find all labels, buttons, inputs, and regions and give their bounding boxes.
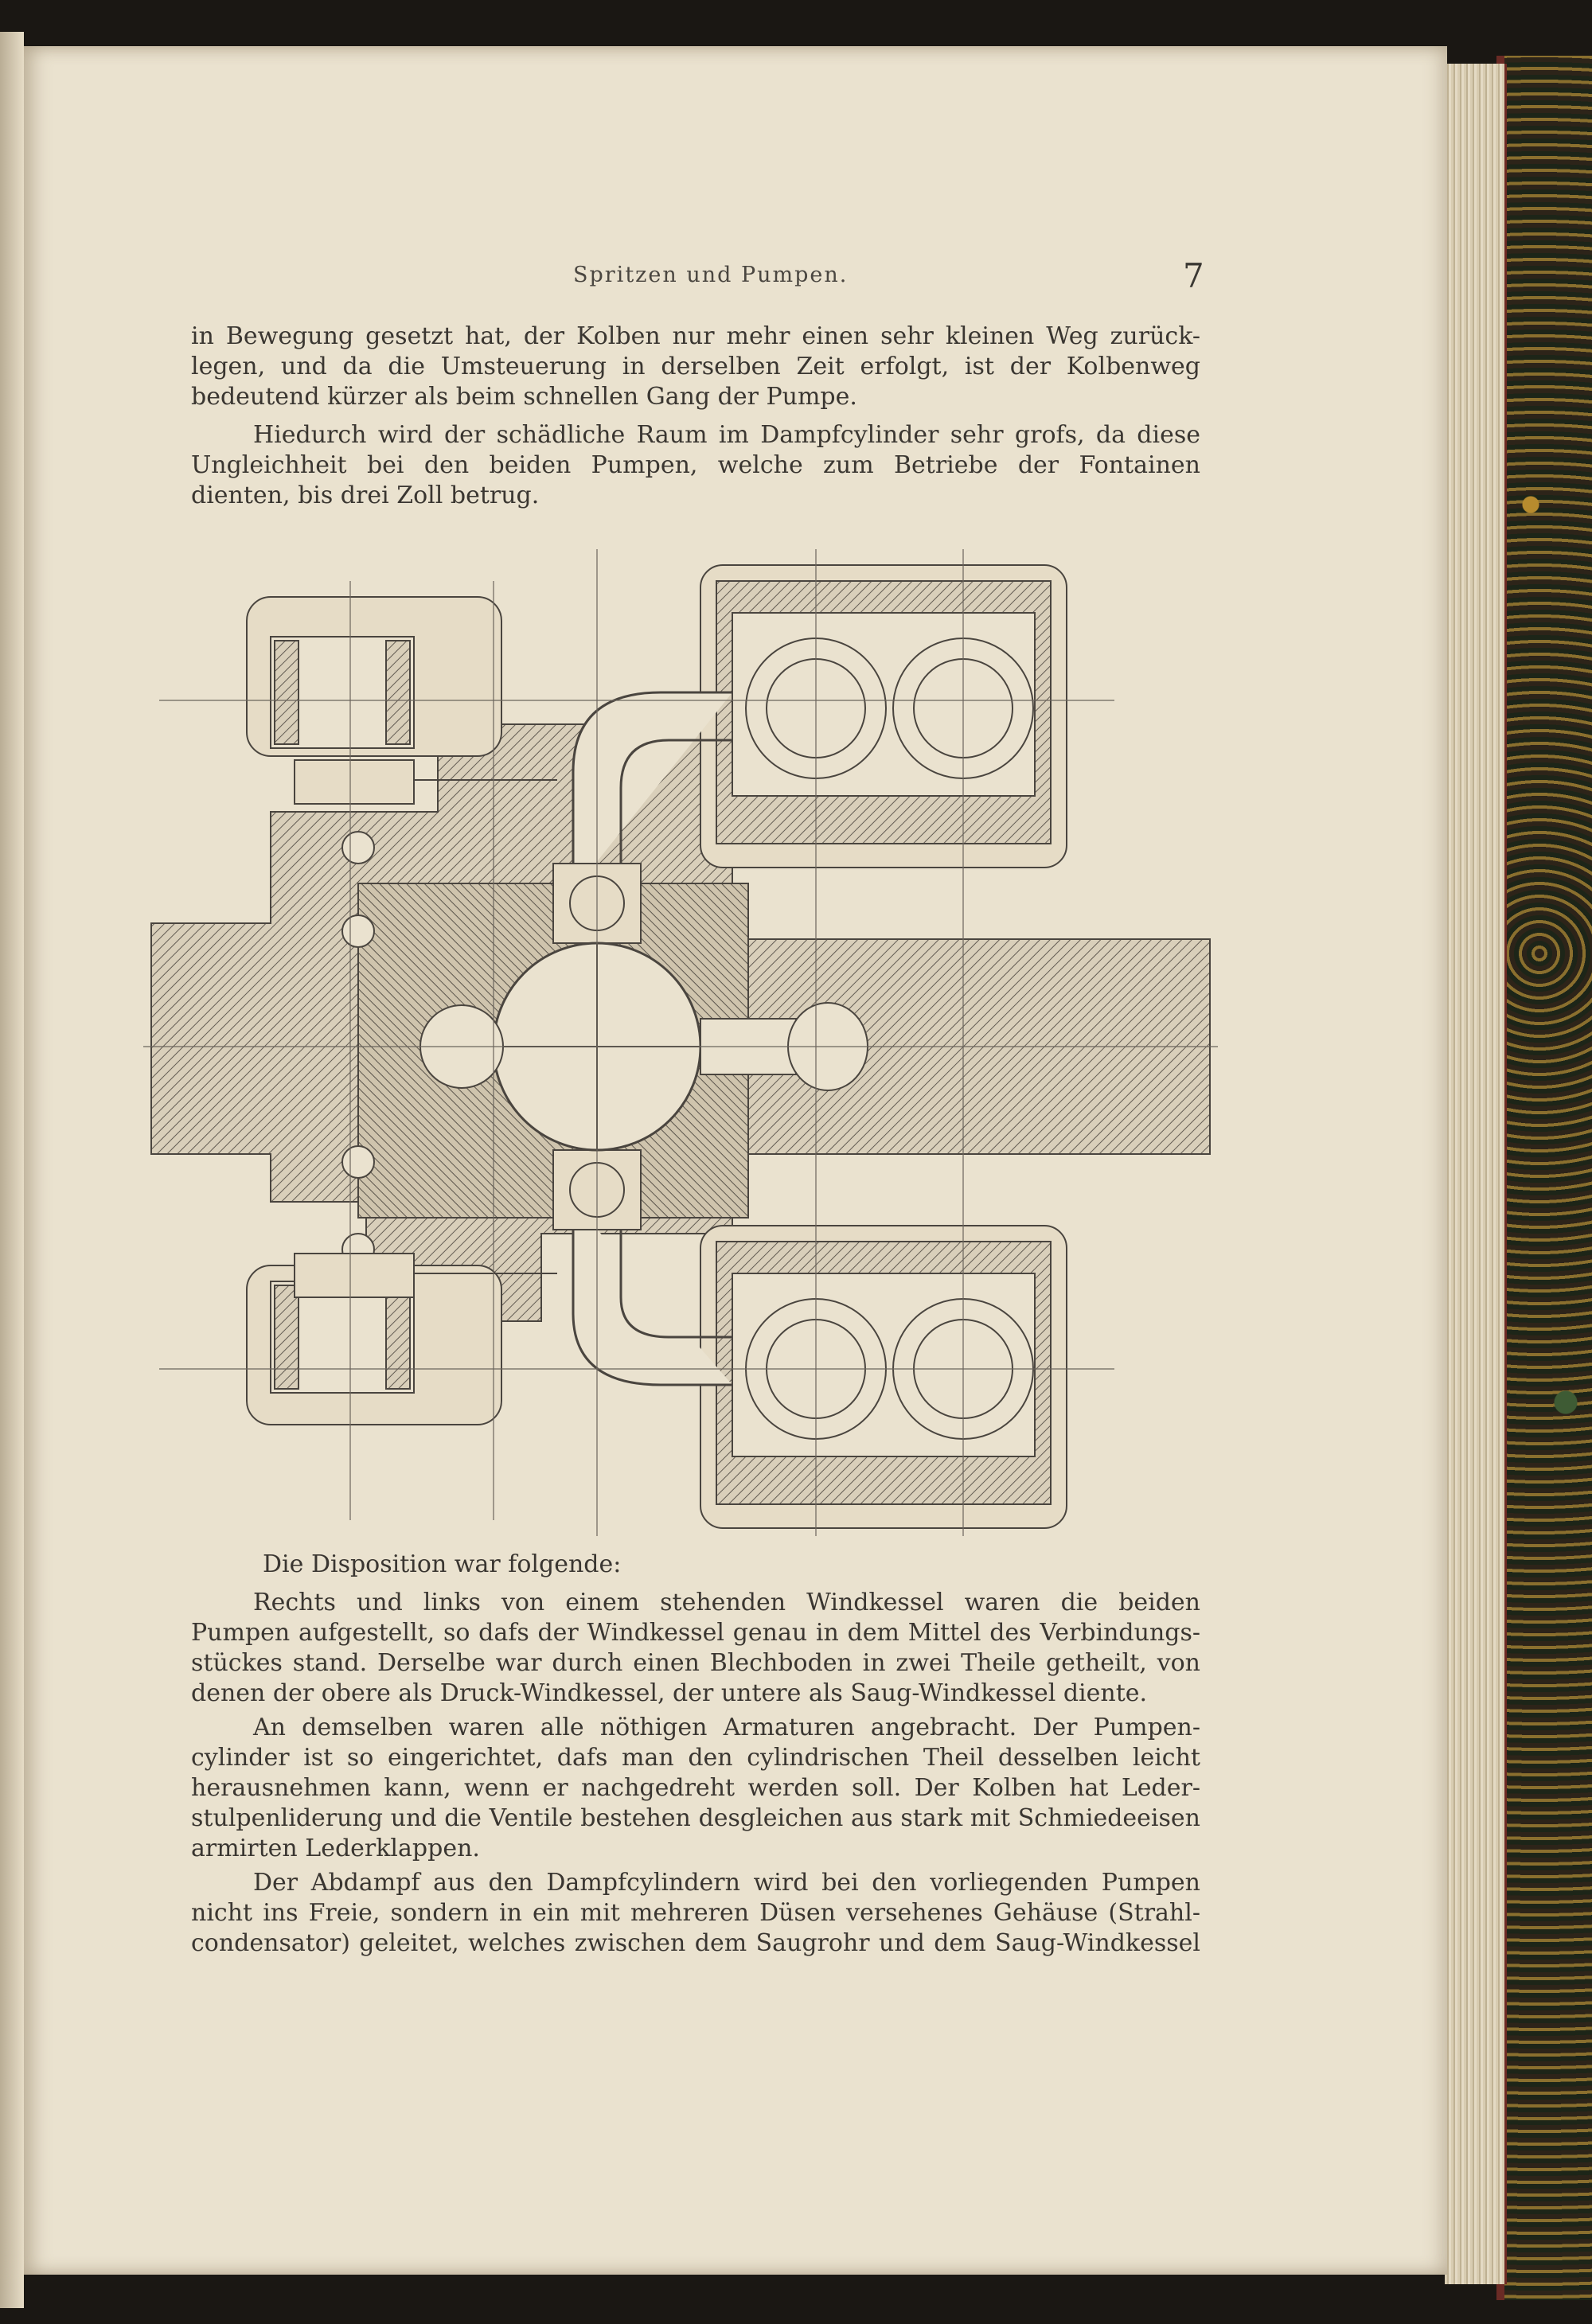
pump-plan-svg	[143, 549, 1226, 1536]
text-line: An demselben waren alle nöthigen Armaturen angebracht. Der Pumpen-	[253, 1714, 1200, 1741]
facing-page-edge	[0, 32, 24, 2308]
text-line: denen der obere als Druck-Windkessel, der untere als Saug-Windkessel diente.	[191, 1679, 1148, 1707]
text-line: in Bewegung gesetzt hat, der Kolben nur mehr einen sehr kleinen Weg zurück-	[191, 322, 1200, 350]
text-line: Pumpen aufgestellt, so dafs der Windkessel genau in dem Mittel des Verbindungs-	[191, 1619, 1200, 1647]
pump-plan-drawing	[143, 549, 1226, 1536]
text-line: condensator) geleitet, welches zwischen dem Saugrohr und dem Saug-Windkessel	[191, 1929, 1200, 1957]
disposition-heading: Die Disposition war folgende:	[263, 1550, 622, 1578]
text-line: nicht ins Freie, sondern in ein mit mehreren Düsen versehenes Gehäuse (Strahl-	[191, 1899, 1200, 1927]
text-line: Hiedurch wird der schädliche Raum im Dampfcylinder sehr grofs, da diese	[253, 421, 1200, 449]
page-number: 7	[1183, 256, 1204, 295]
marbled-cover	[1504, 56, 1592, 2300]
page-block-edges	[1445, 64, 1507, 2284]
text-line: stulpenliderung und die Ventile bestehen desgleichen aus stark mit Schmiedeeisen	[191, 1804, 1200, 1832]
text-line: Der Abdampf aus den Dampfcylindern wird bei den vorliegenden Pumpen	[253, 1869, 1200, 1897]
text-line: stückes stand. Derselbe war durch einen Blechboden in zwei Theile getheilt, von	[191, 1649, 1200, 1677]
text-line: dienten, bis drei Zoll betrug.	[191, 482, 540, 509]
text-line: Rechts und links von einem stehenden Windkessel waren die beiden	[253, 1589, 1200, 1616]
text-line: cylinder ist so eingerichtet, dafs man den cylindrischen Theil desselben leicht	[191, 1744, 1200, 1772]
running-head: Spritzen und Pumpen.	[573, 263, 849, 287]
text-line: legen, und da die Umsteuerung in derselben Zeit erfolgt, ist der Kolbenweg	[191, 353, 1200, 380]
text-line: herausnehmen kann, wenn er nachgedreht werden soll. Der Kolben hat Leder-	[191, 1774, 1200, 1802]
text-line: bedeutend kürzer als beim schnellen Gang der Pumpe.	[191, 383, 857, 411]
text-line: armirten Lederklappen.	[191, 1835, 480, 1862]
text-line: Ungleichheit bei den beiden Pumpen, welche zum Betriebe der Fontainen	[191, 451, 1200, 479]
